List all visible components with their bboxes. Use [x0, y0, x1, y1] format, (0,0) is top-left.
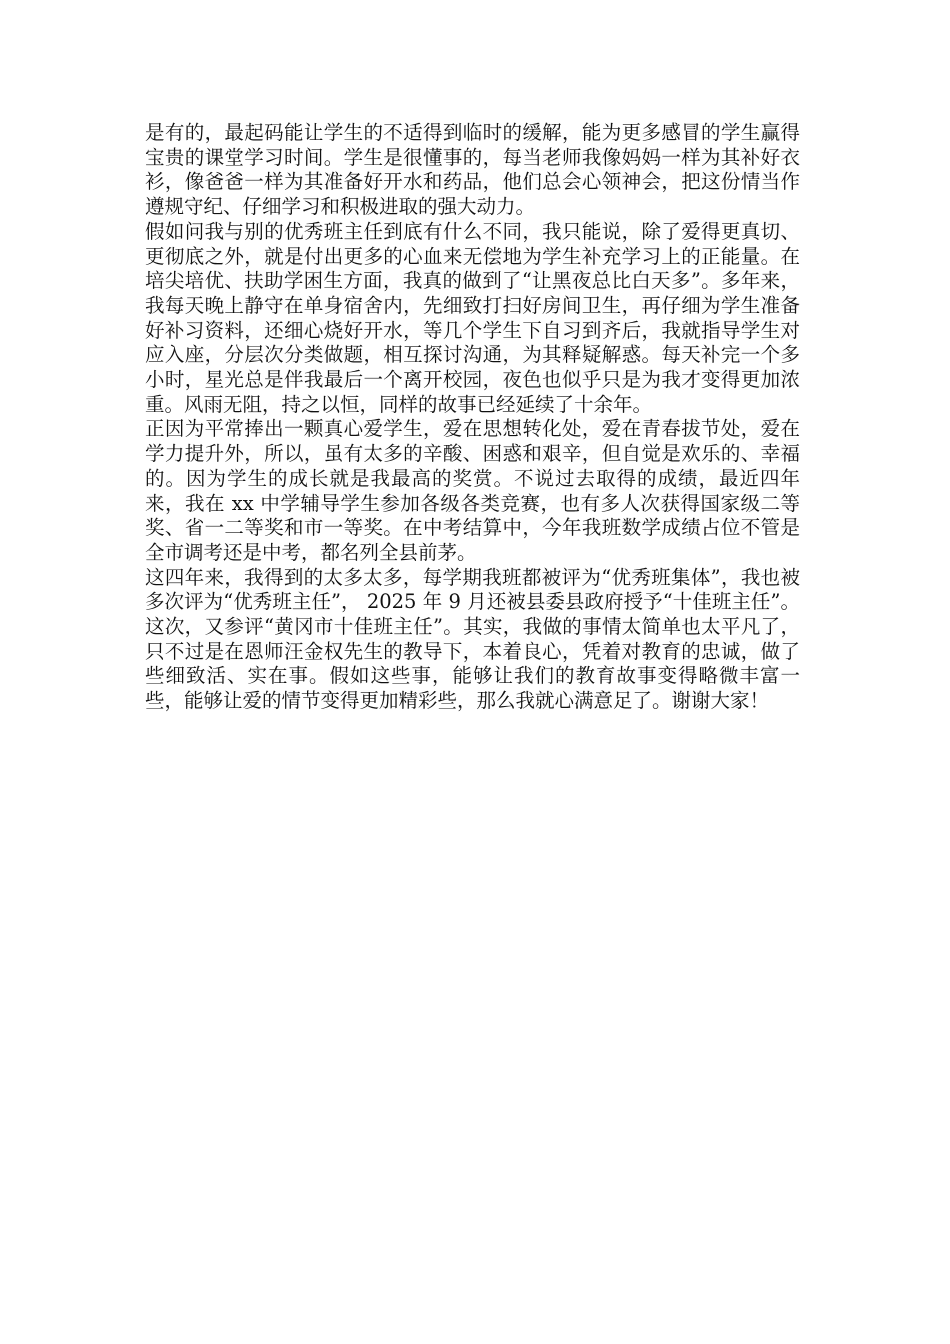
paragraph-3: 正因为平常捧出一颗真心爱学生，爱在思想转化处，爱在青春拔节处，爱在学力提升外，所以，虽有太多的辛酸、困惑和艰辛，但自觉是欢乐的、幸福的。因为学生的成长就是我最高的奖赏。不说过去取得的成绩，最近四年来，我在 xx 中学辅导学生参加各级各类竞赛，也有多人次获得国家级二等奖、省一二等奖和市一等奖。在中考结算中，今年我班数学成绩占位不管是全市调考还是中考，都名列全县前茅。 — [145, 417, 800, 564]
paragraph-4: 这四年来，我得到的太多太多，每学期我班都被评为“优秀班集体”，我也被多次评为“优秀班主任”， 2025 年 9 月还被县委县政府授予“十佳班主任”。这次，又参评“黄冈市十佳班主任”。其实，我做的事情太简单也太平凡了，只不过是在恩师汪金权先生的教导下，本着良心，凭着对教育的忠诚，做了些细致活、实在事。假如这些事，能够让我们的教育故事变得略微丰富一些，能够让爱的情节变得更加精彩些，那么我就心满意足了。谢谢大家！ — [145, 565, 800, 713]
paragraph-2: 假如问我与别的优秀班主任到底有什么不同，我只能说，除了爱得更真切、更彻底之外，就是付出更多的心血来无偿地为学生补充学习上的正能量。在培尖培优、扶助学困生方面，我真的做到了“让黑夜总比白天多”。多年来，我每天晚上静守在单身宿舍内，先细致打扫好房间卫生，再仔细为学生准备好补习资料，还细心烧好开水，等几个学生下自习到齐后，我就指导学生对应入座，分层次分类做题，相互探讨沟通，为其释疑解惑。每天补完一个多小时，星光总是伴我最后一个离开校园，夜色也似乎只是为我才变得更加浓重。风雨无阻，持之以恒，同样的故事已经延续了十余年。 — [145, 219, 800, 416]
document-body — [145, 121, 800, 714]
paragraph-1: 是有的，最起码能让学生的不适得到临时的缓解，能为更多感冒的学生赢得宝贵的课堂学习时间。学生是很懂事的，每当老师我像妈妈一样为其补好衣衫，像爸爸一样为其准备好开水和药品，他们总会心领神会，把这份情当作遵规守纪、仔细学习和积极进取的强大动力。 — [145, 121, 800, 219]
